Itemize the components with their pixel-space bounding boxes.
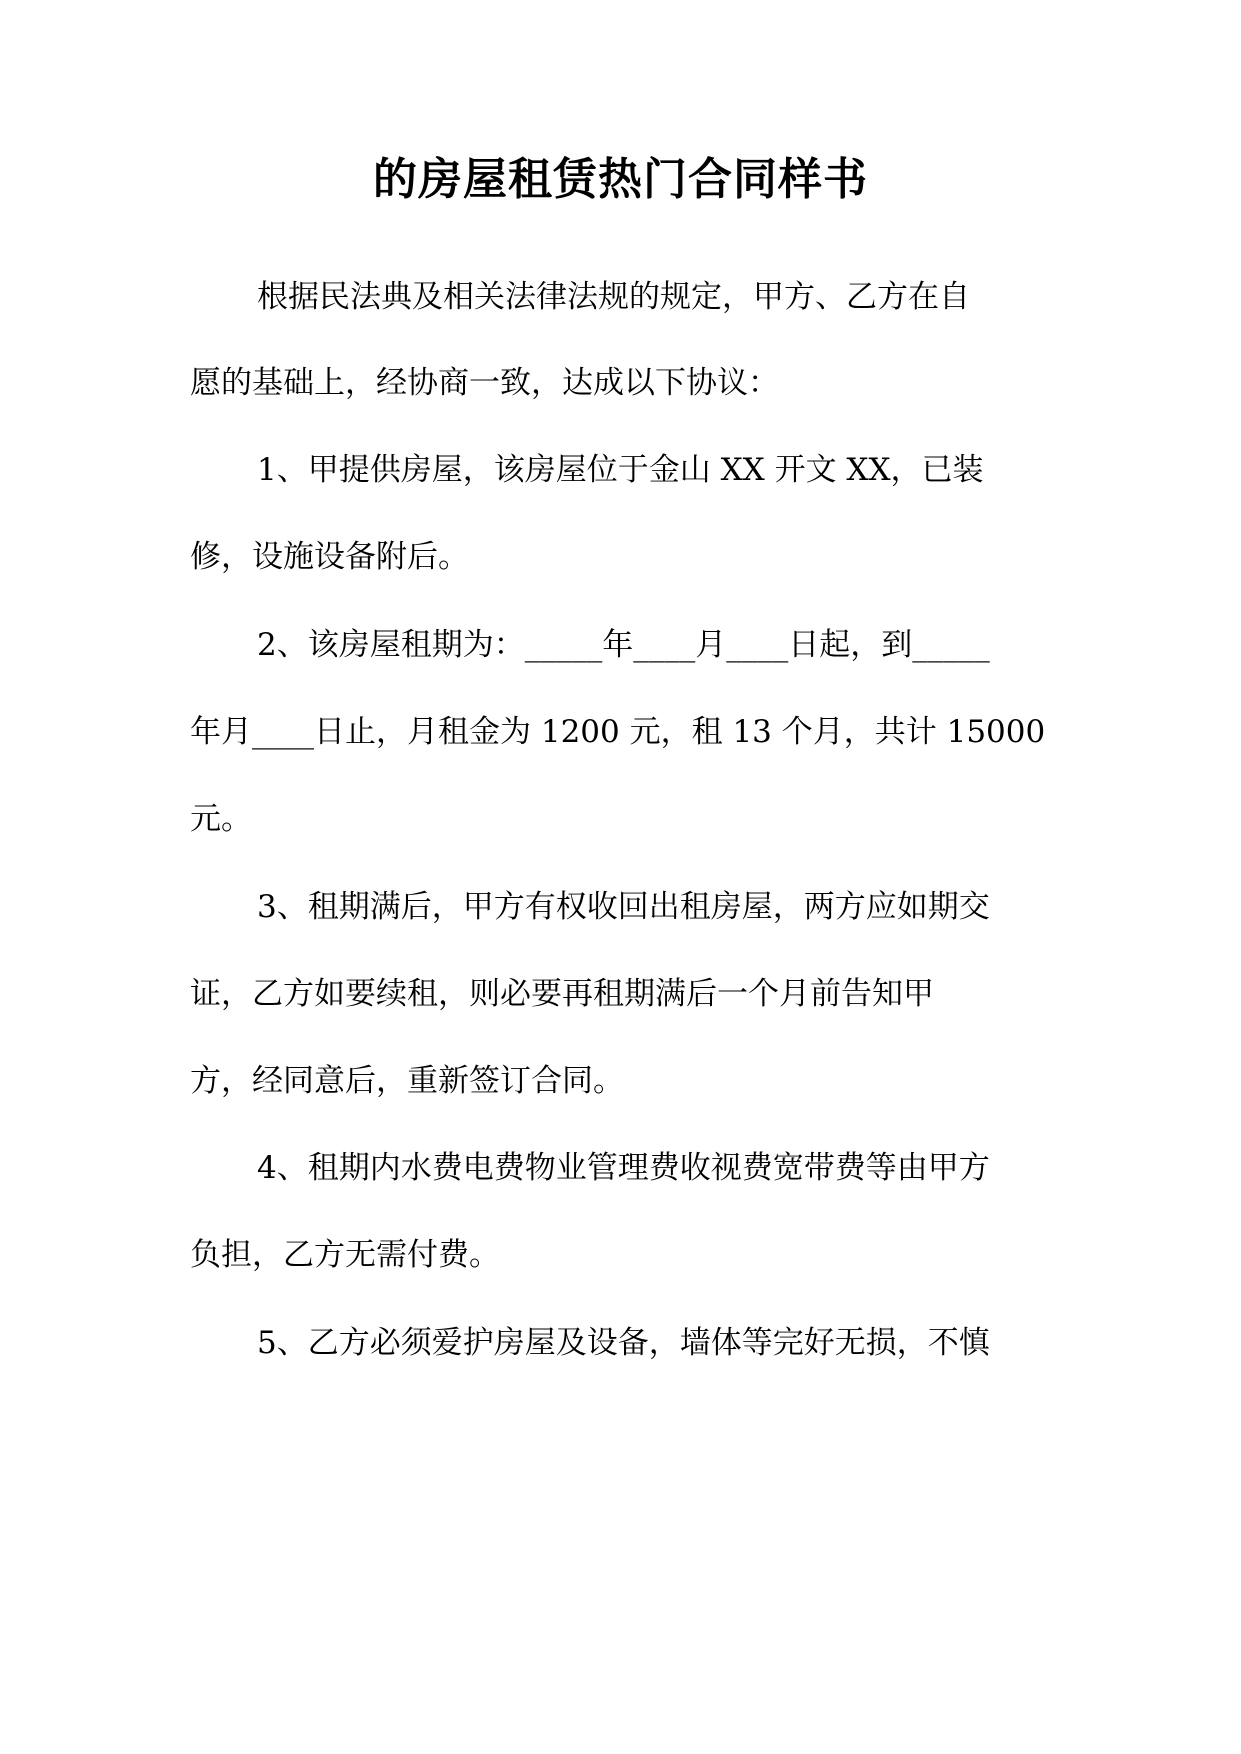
paragraph-line: 5、乙方必须爱护房屋及设备，墙体等完好无损，不慎 (257, 1325, 990, 1361)
paragraph-line: 2、该房屋租期为：_____年____月____日起，到_____ (257, 627, 990, 663)
paragraph-line: 1、甲提供房屋，该房屋位于金山 XX 开文 XX，已装 (257, 452, 984, 488)
paragraph-line: 3、租期满后，甲方有权收回出租房屋，两方应如期交 (257, 889, 990, 925)
paragraph-line: 方，经同意后，重新签订合同。 (190, 1063, 624, 1099)
paragraph-line: 证，乙方如要续租，则必要再租期满后一个月前告知甲 (190, 976, 934, 1012)
paragraph-line: 元。 (190, 801, 252, 837)
paragraph-line: 负担，乙方无需付费。 (190, 1237, 500, 1273)
document-title: 的房屋租赁热门合同样书 (373, 154, 868, 205)
paragraph-line: 根据民法典及相关法律法规的规定，甲方、乙方在自 (257, 279, 970, 315)
paragraph-line: 愿的基础上，经协商一致，达成以下协议： (190, 365, 779, 401)
paragraph-line: 4、租期内水费电费物业管理费收视费宽带费等由甲方 (257, 1150, 990, 1186)
paragraph-line: 修，设施设备附后。 (190, 539, 469, 575)
paragraph-line: 年月____日止，月租金为 1200 元，租 13 个月，共计 15000 (190, 714, 1046, 750)
